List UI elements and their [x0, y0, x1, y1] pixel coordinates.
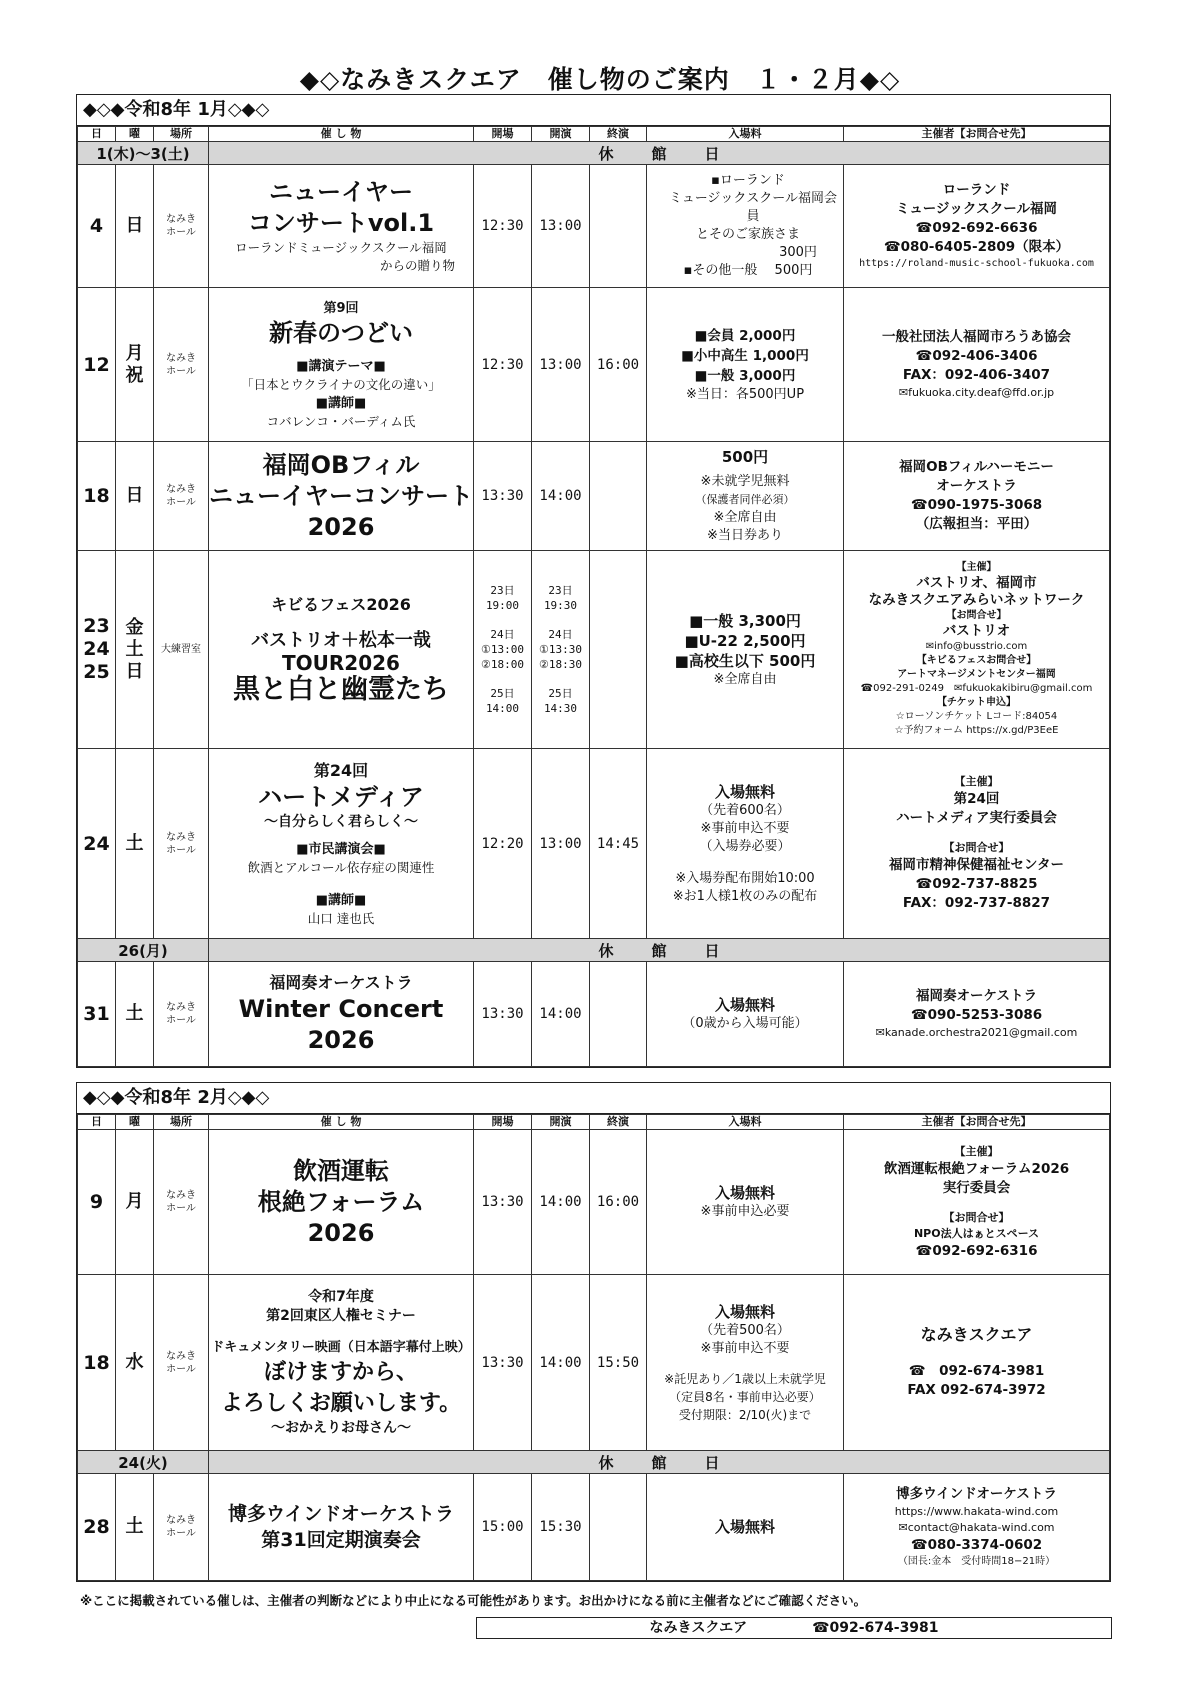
- col-weekday: 曜: [116, 127, 154, 142]
- fee-line: 受付期限：2/10(火)まで: [678, 1407, 812, 1422]
- january-heading: ◆◇◆令和8年 1月◇◆◇: [77, 95, 1110, 126]
- organizer-line: バストリオ: [942, 623, 1011, 639]
- table-row: [78, 165, 1110, 288]
- fee-cell: [647, 1474, 844, 1581]
- event-title: 飲酒運転: [293, 1156, 389, 1185]
- event-weekday: 日: [116, 165, 154, 288]
- fee-line: ■会員 2,000円: [694, 327, 796, 344]
- organizer-phone: ☎090-5253-3086: [910, 1007, 1043, 1023]
- event-day: 12: [78, 288, 116, 442]
- organizer-line: 飲酒運転根絶フォーラム2026: [883, 1160, 1070, 1177]
- col-end: 終演: [590, 127, 647, 142]
- organizer-line: 【主催】: [954, 775, 999, 788]
- fee-line: ※お1人様1枚のみの配布: [672, 888, 818, 904]
- event-title: 博多ウインドオーケストラ: [227, 1503, 455, 1525]
- col-event: 催 し 物: [209, 1115, 474, 1130]
- event-day: 31: [78, 962, 116, 1067]
- fee-line: ※事前申込不要: [700, 820, 790, 836]
- event-title: ニューイヤー: [269, 178, 413, 206]
- page-title: ◆◇なみきスクエア 催し物のご案内 １・２月◆◇: [299, 65, 901, 94]
- organizer-email: ✉fukuoka.city.deaf@ffd.or.jp: [898, 386, 1055, 399]
- february-schedule: [76, 1082, 1111, 1582]
- event-subtitle: 山口 達也氏: [307, 910, 375, 926]
- col-day: 日: [78, 1115, 116, 1130]
- event-subtitle: ■講師■: [315, 395, 367, 411]
- organizer-email: ✉info@busstrio.com: [925, 641, 1028, 652]
- event-subtitle: ■市民講演会■: [296, 841, 386, 857]
- table-row: [78, 1275, 1110, 1451]
- event-title-cell: [209, 749, 474, 939]
- organizer-cell: [844, 551, 1110, 749]
- start-time: 14:00: [532, 442, 590, 551]
- event-title: TOUR2026: [282, 651, 400, 675]
- closed-dates: 1(木)〜3(土): [78, 142, 209, 165]
- organizer-cell: [844, 1130, 1110, 1275]
- col-start: 開演: [532, 127, 590, 142]
- footer-phone: ☎092-674-3981: [812, 1620, 939, 1636]
- organizer-line: なみきスクエアみらいネットワーク: [868, 592, 1085, 608]
- col-open: 開場: [474, 127, 532, 142]
- closed-row: [78, 939, 1110, 962]
- organizer-line: 【お問合せ】: [943, 841, 1010, 854]
- fee-line: ※当日券あり: [707, 528, 783, 543]
- closed-dates: 24(火): [78, 1451, 209, 1474]
- start-time: 14:00: [532, 1130, 590, 1275]
- fee-line: 入場無料: [714, 1302, 775, 1321]
- fee-line: ミュージックスクール福岡会員: [668, 191, 838, 224]
- fee-line: ※全席自由: [713, 671, 777, 687]
- fee-cell: [647, 1130, 844, 1275]
- organizer-line: アートマネージメントセンター福岡: [897, 669, 1056, 680]
- event-weekday: 土: [116, 749, 154, 939]
- event-subtitle: ドキュメンタリー映画（日本語字幕付上映）: [211, 1339, 471, 1355]
- event-weekday: 月: [116, 1130, 154, 1275]
- event-title: コンサートvol.1: [247, 209, 435, 237]
- organizer-line: 【主催】: [954, 1144, 999, 1158]
- organizer-line: ローランド: [942, 182, 1011, 198]
- event-title-cell: [209, 551, 474, 749]
- event-title: 新春のつどい: [269, 318, 413, 347]
- organizer-cell: [844, 1474, 1110, 1581]
- end-time: 15:50: [590, 1275, 647, 1451]
- fee-line: 入場無料: [714, 782, 775, 801]
- event-weekday: 月 祝: [116, 288, 154, 442]
- event-title: 第31回定期演奏会: [261, 1529, 421, 1551]
- open-time: 13:30: [474, 442, 532, 551]
- event-day: 23 24 25: [78, 551, 116, 749]
- organizer-line: 福岡奏オーケストラ: [916, 988, 1037, 1004]
- organizer-line: NPO法人はぁとスペース: [913, 1226, 1040, 1240]
- organizer-phone: ☎090-1975-3068: [910, 497, 1043, 513]
- start-time: 13:00: [532, 165, 590, 288]
- organizer-email: ✉kanade.orchestra2021@gmail.com: [875, 1026, 1078, 1039]
- fee-line: ■小中高生 1,000円: [681, 347, 809, 364]
- end-time: [590, 551, 647, 749]
- fee-line: ※全席自由: [713, 510, 777, 525]
- event-subtitle: ■講演テーマ■: [296, 358, 386, 374]
- event-day: 4: [78, 165, 116, 288]
- event-subtitle: 飲酒とアルコール依存症の関連性: [247, 859, 435, 875]
- event-tagline: 〜おかえりお母さん〜: [271, 1419, 411, 1436]
- organizer-url: ☆予約フォーム https://x.gd/P3EeE: [894, 725, 1059, 736]
- event-weekday: 土: [116, 962, 154, 1067]
- event-title: ぼけますから、: [263, 1359, 418, 1385]
- event-day: 24: [78, 749, 116, 939]
- organizer-phone: ☎092-737-8825: [915, 876, 1038, 892]
- fee-line: ※事前申込不要: [700, 1340, 790, 1356]
- fee-cell: [647, 1275, 844, 1451]
- organizer-cell: [844, 165, 1110, 288]
- fee-line: ■一般 3,000円: [694, 367, 796, 384]
- organizer-line: 【主催】: [956, 562, 997, 573]
- header-row: [78, 1115, 1110, 1130]
- open-time: 13:30: [474, 1130, 532, 1275]
- february-table: [77, 1114, 1110, 1581]
- organizer-phone: ☎092-692-6636: [915, 220, 1038, 236]
- closed-label: 休館日: [209, 939, 1110, 962]
- table-row: [78, 1130, 1110, 1275]
- event-venue: なみき ホール: [154, 1130, 209, 1275]
- event-subtitle: ■講師■: [315, 892, 367, 908]
- organizer-fax: FAX：092-737-8827: [902, 895, 1051, 911]
- organizer-url: https://www.hakata-wind.com: [894, 1505, 1059, 1518]
- event-venue: なみき ホール: [154, 165, 209, 288]
- organizer-cell: [844, 288, 1110, 442]
- event-edition: 第9回: [323, 300, 359, 316]
- fee-line: ※事前申込必要: [700, 1204, 790, 1219]
- organizer-line: 福岡OBフィルハーモニー: [899, 459, 1054, 475]
- closed-row: [78, 1451, 1110, 1474]
- col-organizer: 主催者【お問合せ先】: [844, 127, 1110, 142]
- start-time: 23日 19:30 24日 ①13:30 ②18:30 25日 14:30: [532, 551, 590, 749]
- fee-line: ■高校生以下 500円: [674, 651, 816, 670]
- event-tagline: 〜自分らしく君らしく〜: [264, 813, 418, 830]
- event-weekday: 水: [116, 1275, 154, 1451]
- event-title: 2026: [307, 1026, 375, 1054]
- event-title-cell: [209, 165, 474, 288]
- closed-label: 休館日: [209, 142, 1110, 165]
- organizer-line: 博多ウインドオーケストラ: [896, 1486, 1057, 1502]
- table-row: [78, 551, 1110, 749]
- closed-dates: 26(月): [78, 939, 209, 962]
- event-venue: なみき ホール: [154, 749, 209, 939]
- col-venue: 場所: [154, 1115, 209, 1130]
- open-time: 12:30: [474, 288, 532, 442]
- event-title: 2026: [307, 512, 375, 541]
- event-title: バストリオ＋松本一哉: [251, 630, 431, 651]
- fee-line: 500円: [721, 448, 769, 466]
- organizer-line: 実行委員会: [942, 1179, 1011, 1196]
- organizer-fax: FAX 092-674-3972: [907, 1382, 1046, 1398]
- event-title: 根絶フォーラム: [257, 1187, 425, 1216]
- fee-cell: [647, 165, 844, 288]
- event-title: Winter Concert: [238, 995, 444, 1023]
- event-title-cell: [209, 442, 474, 551]
- fee-cell: [647, 551, 844, 749]
- open-time: 13:30: [474, 962, 532, 1067]
- event-venue: なみき ホール: [154, 288, 209, 442]
- start-time: 13:00: [532, 749, 590, 939]
- fee-line: ※未就学児無料: [700, 474, 790, 489]
- event-day: 18: [78, 1275, 116, 1451]
- event-title: 福岡OBフィル: [262, 450, 420, 479]
- end-time: 14:45: [590, 749, 647, 939]
- fee-line: ▪その他一般 500円: [683, 263, 813, 278]
- event-title-cell: [209, 1275, 474, 1451]
- event-weekday: 金 土 日: [116, 551, 154, 749]
- event-subtitle: からの贈り物: [379, 258, 455, 273]
- fee-line: （先着500名）: [700, 1322, 790, 1338]
- start-time: 15:30: [532, 1474, 590, 1581]
- event-subtitle: 令和7年度: [308, 1288, 374, 1305]
- organizer-fax: FAX：092-406-3407: [902, 367, 1051, 383]
- organizer-cell: [844, 749, 1110, 939]
- event-title: 福岡奏オーケストラ: [269, 973, 413, 992]
- col-venue: 場所: [154, 127, 209, 142]
- table-row: [78, 288, 1110, 442]
- table-row: [78, 442, 1110, 551]
- closed-label: 休館日: [209, 1451, 1110, 1474]
- fee-line: （入場券必要）: [699, 838, 791, 854]
- organizer-cell: [844, 962, 1110, 1067]
- january-schedule: [76, 94, 1111, 1068]
- fee-cell: [647, 442, 844, 551]
- event-title: 2026: [307, 1218, 375, 1247]
- organizer-phone: ☎092-291-0249 ✉fukuokakibiru@gmail.com: [860, 683, 1093, 694]
- fee-line: ■一般 3,300円: [689, 611, 801, 630]
- event-weekday: 日: [116, 442, 154, 551]
- organizer-phone: ☎092-406-3406: [915, 348, 1038, 364]
- event-day: 18: [78, 442, 116, 551]
- fee-line: 300円: [779, 245, 817, 260]
- open-time: 15:00: [474, 1474, 532, 1581]
- disclaimer-note: ※ここに掲載されている催しは、主催者の判断などにより中止になる可能性があります。お出かけになる前に主催者などにご確認ください。: [80, 1593, 867, 1608]
- event-subtitle: 「日本とウクライナの文化の違い」: [241, 376, 441, 392]
- header-row: [78, 127, 1110, 142]
- fee-line: 入場無料: [714, 996, 775, 1014]
- event-title-cell: [209, 1474, 474, 1581]
- event-venue: なみき ホール: [154, 1474, 209, 1581]
- organizer-line: 【お問合せ】: [943, 1210, 1010, 1224]
- event-series: キビるフェス2026: [271, 595, 411, 614]
- fee-cell: [647, 962, 844, 1067]
- open-time: 12:30: [474, 165, 532, 288]
- january-table: [77, 126, 1110, 1067]
- start-time: 14:00: [532, 1275, 590, 1451]
- organizer-line: （団長:金本 受付時間18−21時）: [897, 1556, 1056, 1567]
- fee-line: ※託児あり／1歳以上未就学児: [664, 1371, 826, 1386]
- col-organizer: 主催者【お問合せ先】: [844, 1115, 1110, 1130]
- organizer-phone: ☎080-3374-0602: [910, 1537, 1043, 1553]
- organizer-line: 第24回: [953, 791, 1000, 807]
- event-venue: 大練習室: [154, 551, 209, 749]
- event-weekday: 土: [116, 1474, 154, 1581]
- event-title-cell: [209, 962, 474, 1067]
- fee-line: （保護者同伴必須）: [695, 493, 795, 506]
- col-event: 催 し 物: [209, 127, 474, 142]
- col-end: 終演: [590, 1115, 647, 1130]
- open-time: 13:30: [474, 1275, 532, 1451]
- event-subtitle: ローランドミュージックスクール福岡: [235, 240, 447, 255]
- table-row: [78, 1474, 1110, 1581]
- fee-line: （定員8名・事前申込必要）: [669, 1389, 821, 1404]
- end-time: [590, 962, 647, 1067]
- organizer-line: なみきスクエア: [920, 1325, 1033, 1344]
- col-fee: 入場料: [647, 127, 844, 142]
- start-time: 14:00: [532, 962, 590, 1067]
- event-title-cell: [209, 1130, 474, 1275]
- end-time: [590, 165, 647, 288]
- event-day: 28: [78, 1474, 116, 1581]
- event-title-cell: [209, 288, 474, 442]
- closed-row: [78, 142, 1110, 165]
- event-venue: なみき ホール: [154, 1275, 209, 1451]
- open-time: 23日 19:00 24日 ①13:00 ②18:00 25日 14:00: [474, 551, 532, 749]
- table-row: [78, 962, 1110, 1067]
- footer-name: なみきスクエア: [649, 1620, 748, 1636]
- fee-line: 入場無料: [714, 1184, 775, 1202]
- event-venue: なみき ホール: [154, 962, 209, 1067]
- event-subtitle: 第2回東区人権セミナー: [266, 1307, 416, 1324]
- open-time: 12:20: [474, 749, 532, 939]
- organizer-line: 【キビるフェスお問合せ】: [916, 655, 1037, 666]
- end-time: 16:00: [590, 288, 647, 442]
- fee-line: ■U-22 2,500円: [684, 631, 806, 650]
- fee-line: 入場無料: [714, 1518, 775, 1536]
- fee-cell: [647, 288, 844, 442]
- event-day: 9: [78, 1130, 116, 1275]
- fee-line: ▪ローランド: [711, 173, 785, 188]
- start-time: 13:00: [532, 288, 590, 442]
- organizer-phone: ☎092-692-6316: [915, 1242, 1038, 1259]
- fee-cell: [647, 749, 844, 939]
- organizer-line: バストリオ、福岡市: [916, 575, 1037, 591]
- organizer-line: （広報担当：平田）: [915, 516, 1038, 532]
- organizer-line: 【チケット申込】: [936, 697, 1017, 708]
- organizer-phone: ☎080-6405-2809（限本）: [883, 239, 1070, 255]
- organizer-line: オーケストラ: [936, 478, 1017, 494]
- end-time: [590, 442, 647, 551]
- organizer-url: https://roland-music-school-fukuoka.com: [859, 258, 1094, 269]
- event-venue: なみき ホール: [154, 442, 209, 551]
- event-edition: 第24回: [313, 760, 369, 780]
- col-open: 開場: [474, 1115, 532, 1130]
- organizer-line: ハートメディア実行委員会: [896, 810, 1057, 826]
- fee-line: （0歳から入場可能）: [682, 1016, 808, 1031]
- organizer-line: ミュージックスクール福岡: [895, 201, 1058, 217]
- organizer-cell: [844, 442, 1110, 551]
- event-subtitle: コバレンコ・バーディム氏: [266, 413, 416, 429]
- table-row: [78, 749, 1110, 939]
- organizer-phone: ☎ 092-674-3981: [908, 1363, 1045, 1379]
- event-title: よろしくお願いします。: [220, 1390, 462, 1416]
- col-fee: 入場料: [647, 1115, 844, 1130]
- fee-line: （先着600名）: [700, 802, 790, 818]
- event-title: ハートメディア: [258, 782, 424, 811]
- organizer-email: ✉contact@hakata-wind.com: [898, 1521, 1055, 1534]
- end-time: 16:00: [590, 1130, 647, 1275]
- event-title: 黒と白と幽霊たち: [233, 674, 449, 705]
- col-day: 日: [78, 127, 116, 142]
- footer-contact: [476, 1617, 1112, 1639]
- col-weekday: 曜: [116, 1115, 154, 1130]
- organizer-line: 一般社団法人福岡市ろうあ協会: [882, 329, 1071, 345]
- february-heading: ◆◇◆令和8年 2月◇◆◇: [77, 1083, 1110, 1114]
- organizer-line: 福岡市精神保健福祉センター: [889, 857, 1064, 873]
- fee-line: とそのご家族さま: [695, 227, 800, 242]
- fee-line: ※入場券配布開始10:00: [675, 870, 815, 886]
- organizer-line: ☆ローソンチケット Lコード:84054: [895, 711, 1058, 722]
- organizer-line: 【お問合せ】: [946, 610, 1007, 621]
- end-time: [590, 1474, 647, 1581]
- event-title: ニューイヤーコンサート: [209, 481, 473, 510]
- col-start: 開演: [532, 1115, 590, 1130]
- organizer-cell: [844, 1275, 1110, 1451]
- fee-line: ※当日：各500円UP: [685, 386, 805, 402]
